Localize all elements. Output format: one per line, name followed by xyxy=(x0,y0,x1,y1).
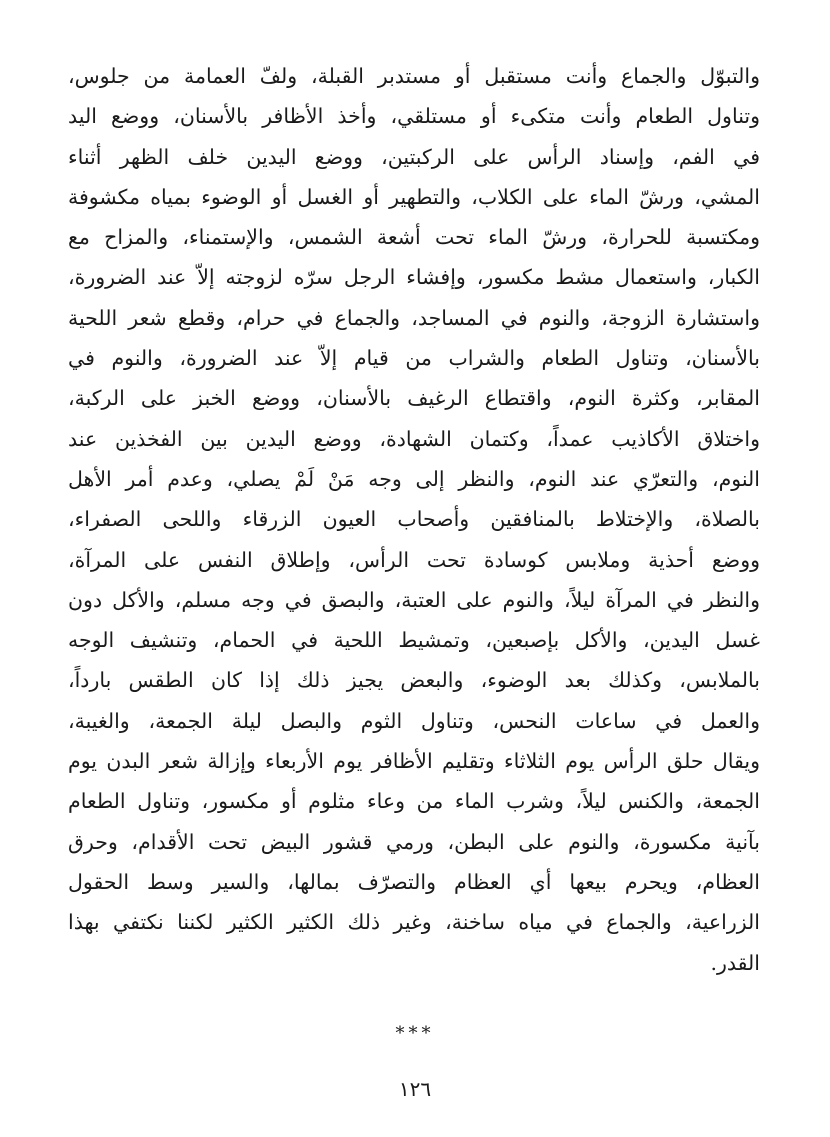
text-line: والنظر في المرآة ليلاً، والنوم على العتبة، والبصق في وجه مسلم، والأكل دون xyxy=(68,587,760,612)
text-line: واختلاق الأكاذيب عمداً، وكتمان الشهادة، ووضع اليدين بين الفخذين عند xyxy=(68,426,760,451)
text-line-final: القدر. xyxy=(710,950,760,975)
text-line: العظام، ويحرم بيعها أي العظام والتصرّف بمالها، والسير وسط الحقول xyxy=(68,869,760,894)
text-line: المقابر، وكثرة النوم، واقتطاع الرغيف بالأسنان، ووضع الخبز على الركبة، xyxy=(68,386,760,411)
text-line: المشي، ورشّ الماء على الكلاب، والتطهير أو الغسل أو الوضوء بمياه مكشوفة xyxy=(68,184,760,209)
text-line: بالأسنان، وتناول الطعام والشراب من قيام إلاّ عند الضرورة، والنوم في xyxy=(68,346,760,371)
text-line: والعمل في ساعات النحس، وتناول الثوم والبصل ليلة الجمعة، والغيبة، xyxy=(68,708,760,733)
text-line: بآنية مكسورة، والنوم على البطن، ورمي قشور البيض تحت الأقدام، وحرق xyxy=(68,829,760,854)
text-line: واستشارة الزوجة، والنوم في المساجد، والجماع في حرام، وقطع شعر اللحية xyxy=(68,305,760,330)
text-line: الكبار، واستعمال مشط مكسور، وإفشاء الرجل سرّه لزوجته إلاّ عند الضرورة، xyxy=(68,265,760,290)
text-line: والتبوّل والجماع وأنت مستقبل أو مستدبر القبلة، ولفّ العمامة من جلوس، xyxy=(68,64,760,88)
text-line: الزراعية، والجماع في مياه ساخنة، وغير ذلك الكثير الكثير لكننا نكتفي بهذا xyxy=(68,910,760,935)
text-line: ووضع أحذية وملابس كوسادة تحت الرأس، وإطلاق النفس على المرآة، xyxy=(68,547,760,572)
text-line: وتناول الطعام وأنت متكىء أو مستلقي، وأخذ الأظافر بالأسنان، ووضع اليد xyxy=(68,104,760,129)
text-line: الجمعة، والكنس ليلاً، وشرب الماء من وعاء مثلوم أو مكسور، وتناول الطعام xyxy=(68,789,760,814)
text-line: بالصلاة، والإختلاط بالمنافقين وأصحاب العيون الزرقاء واللحى الصفراء، xyxy=(68,507,760,532)
text-line: في الفم، وإسناد الرأس على الركبتين، ووضع اليدين خلف الظهر أثناء xyxy=(68,144,760,169)
text-line: ويقال حلق الرأس يوم الثلاثاء وتقليم الأظافر يوم الأربعاء وإزالة شعر البدن يوم xyxy=(68,749,760,774)
text-line: غسل اليدين، والأكل بإصبعين، وتمشيط اللحية في الحمام، وتنشيف الوجه xyxy=(68,628,760,653)
body-text xyxy=(68,56,760,983)
page-number: ١٢٦ xyxy=(398,1077,432,1101)
section-separator: *** xyxy=(395,1023,435,1044)
text-line: النوم، والتعرّي عند النوم، والنظر إلى وجه مَنْ لَمْ يصلي، وعدم أمر الأهل xyxy=(68,466,760,491)
text-line: ومكتسبة للحرارة، ورشّ الماء تحت أشعة الشمس، والإستمناء، والمزاح مع xyxy=(68,225,760,250)
text-line: بالملابس، وكذلك بعد الوضوء، والبعض يجيز ذلك إذا كان الطقس بارداً، xyxy=(68,668,760,693)
